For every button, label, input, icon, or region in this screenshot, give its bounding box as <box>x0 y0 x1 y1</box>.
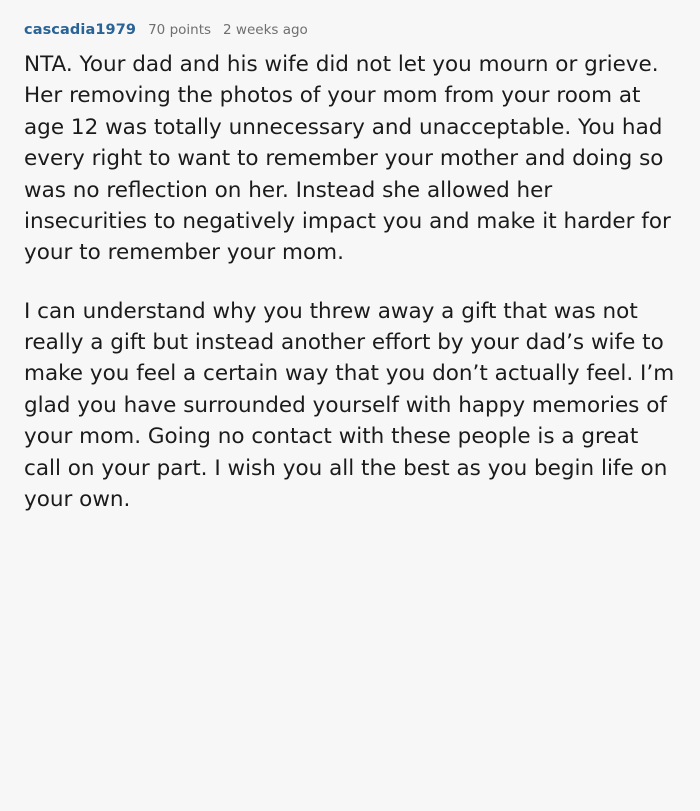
comment-author[interactable]: cascadia1979 <box>24 22 137 38</box>
comment-meta <box>24 22 676 38</box>
comment-timestamp: 2 weeks ago <box>223 22 308 38</box>
comment-paragraph: NTA. Your dad and his wife did not let you mourn or grieve. Her removing the photos of your mom from your room at age 12 was totally unnecessary and unacceptable. You had every right to want to remember your mother and doing so was no reflection on her. Instead she allowed her insecurities to negatively impact you and make it harder for your to remember your mom. <box>24 52 671 266</box>
comment-paragraph: I can understand why you threw away a gift that was not really a gift but instead another effort by your dad’s wife to make you feel a certain way that you don’t actually feel. I’m glad you have surrounded yourself with happy memories of your mom. Going no contact with these people is a great call on your part. I wish you all the best as you begin life on your own. <box>24 298 675 512</box>
comment-body <box>24 49 676 515</box>
comment-score: 70 points <box>148 22 212 38</box>
